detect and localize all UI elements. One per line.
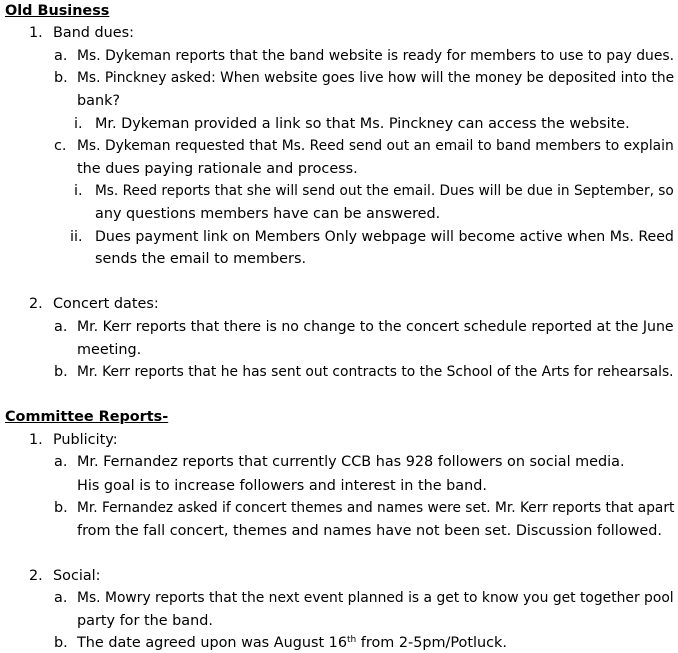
concert-dates-label: Concert dates: xyxy=(53,296,159,312)
list-letter: b. xyxy=(54,500,68,516)
list-item-text: Mr. Kerr reports that there is no change to the concert schedule reported at the June xyxy=(77,319,674,335)
ordinal-suffix: th xyxy=(347,635,357,645)
list-item-text: Ms. Dykeman reports that the band website is ready for members to use to pay dues. xyxy=(77,48,675,64)
band-dues-label: Band dues: xyxy=(53,25,134,41)
list-letter: b. xyxy=(54,635,68,651)
list-item-text: Dues payment link on Members Only webpage will become active when Ms. Reed xyxy=(95,229,674,245)
committee-reports-heading: Committee Reports- xyxy=(5,409,169,425)
publicity-label: Publicity: xyxy=(53,432,118,448)
list-letter: a. xyxy=(54,454,68,470)
list-item-text: any questions members have can be answered. xyxy=(95,206,441,222)
list-item-text: Ms. Pinckney asked: When website goes live how will the money be deposited into the xyxy=(77,70,675,86)
list-item-text: bank? xyxy=(77,93,121,109)
list-letter: b. xyxy=(54,70,68,86)
list-item-text: Mr. Fernandez asked if concert themes and names were set. Mr. Kerr reports that apart xyxy=(77,500,675,516)
list-item-text: Ms. Mowry reports that the next event planned is a get to know you get together pool xyxy=(77,590,674,606)
date-text: The date agreed upon was August 16 xyxy=(77,635,347,651)
list-item-text: meeting. xyxy=(77,342,142,358)
list-number: 2. xyxy=(29,296,43,312)
list-roman: ii. xyxy=(70,229,83,245)
list-letter: a. xyxy=(54,319,68,335)
social-label: Social: xyxy=(53,568,101,584)
list-item-text: Mr. Kerr reports that he has sent out contracts to the School of the Arts for rehearsals. xyxy=(77,364,674,380)
list-number: 1. xyxy=(29,25,43,41)
list-item-text: the dues paying rationale and process. xyxy=(77,161,358,177)
list-item-text: from the fall concert, themes and names have not been set. Discussion followed. xyxy=(77,523,662,539)
time-text: from 2-5pm/Potluck. xyxy=(356,635,507,651)
list-letter: b. xyxy=(54,364,68,380)
list-item-text: party for the band. xyxy=(77,613,213,629)
list-number: 1. xyxy=(29,432,43,448)
list-number: 2. xyxy=(29,568,43,584)
old-business-heading: Old Business xyxy=(5,3,110,19)
list-roman: i. xyxy=(74,116,83,132)
list-letter: a. xyxy=(54,590,68,606)
list-item-text: Mr. Dykeman provided a link so that Ms. Pinckney can access the website. xyxy=(95,116,630,132)
list-item-text xyxy=(77,633,507,653)
list-item-text: sends the email to members. xyxy=(95,251,307,267)
list-item-text: Ms. Reed reports that she will send out the email. Dues will be due in September, so xyxy=(95,183,674,199)
list-item-text: His goal is to increase followers and interest in the band. xyxy=(77,478,487,494)
list-item-text: Mr. Fernandez reports that currently CCB has 928 followers on social media. xyxy=(77,454,625,470)
list-roman: i. xyxy=(74,183,83,199)
list-letter: a. xyxy=(54,48,68,64)
list-letter: c. xyxy=(54,138,67,154)
list-item-text: Ms. Dykeman requested that Ms. Reed send out an email to band members to explain xyxy=(77,138,674,154)
